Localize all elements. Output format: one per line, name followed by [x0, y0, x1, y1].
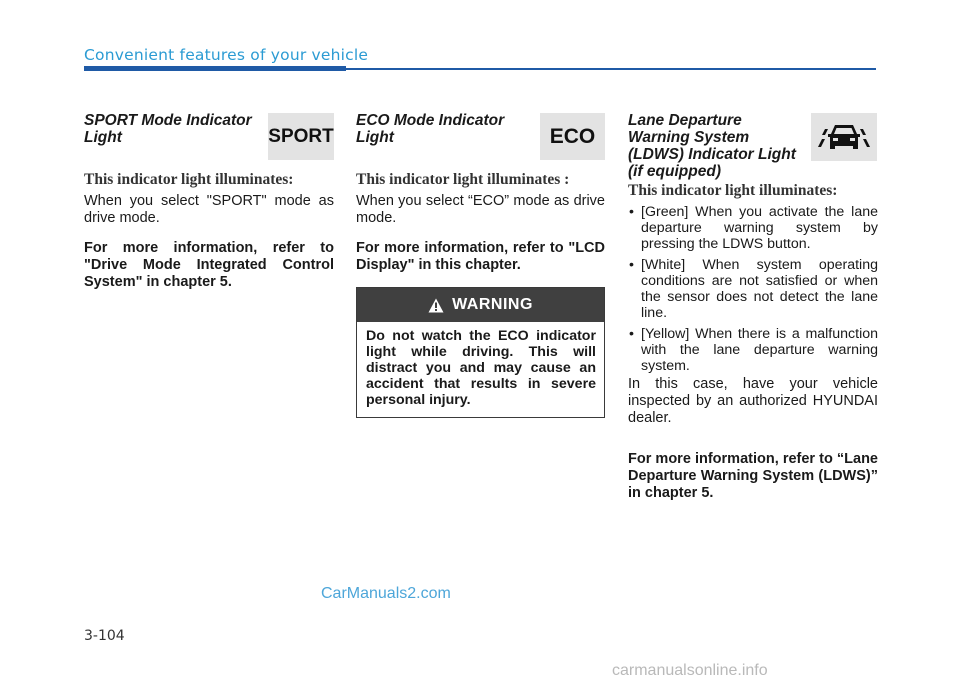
eco-illuminates: This indicator light illuminates : — [356, 171, 570, 188]
sport-heading-line2: Light — [84, 129, 122, 146]
section-title: Convenient features of your vehicle — [84, 46, 369, 64]
warning-box — [356, 287, 605, 418]
ldws-heading-line4: (if equipped) — [628, 163, 721, 180]
sport-indicator-label: SPORT — [268, 125, 334, 147]
page-number: 3-104 — [84, 628, 125, 644]
ldws-body: In this case, have your vehicle inspected by an authorized HYUNDAI dealer. — [628, 376, 878, 426]
warning-text: Do not watch the ECO indicator light while driving. This will distract you and may cause an accident that results in severe personal injury. — [366, 328, 596, 408]
eco-heading — [356, 112, 536, 146]
eco-indicator-icon — [540, 113, 605, 160]
header-rule-thick — [84, 66, 346, 71]
eco-heading-line1: ECO Mode Indicator — [356, 112, 505, 129]
sport-more-info: For more information, refer to "Drive Mode Integrated Control System" in chapter 5. — [84, 240, 334, 290]
sport-illuminates: This indicator light illuminates: — [84, 171, 294, 188]
header-rule-thin — [346, 68, 876, 70]
sport-body: When you select "SPORT" mode as drive mode. — [84, 193, 334, 226]
sport-heading-line1: SPORT Mode Indicator — [84, 112, 252, 129]
ldws-illuminates: This indicator light illuminates: — [628, 182, 838, 199]
ldws-heading — [628, 112, 808, 180]
ldws-bullet-white: • [White] When system operating conditions are not satisfied or when the sensor does not detect the lane line. — [628, 257, 878, 321]
watermark-carmanualsonline: carmanualsonline.info — [612, 662, 768, 679]
ldws-heading-line2: Warning System — [628, 129, 750, 146]
ldws-bullet-green: • [Green] When you activate the lane departure warning system by pressing the LDWS button. — [628, 204, 878, 252]
eco-body: When you select “ECO” mode as drive mode. — [356, 193, 605, 226]
sport-indicator-icon — [268, 113, 334, 160]
eco-more-info: For more information, refer to "LCD Display" in this chapter. — [356, 240, 605, 273]
lane-departure-car-icon — [811, 113, 877, 161]
watermark-carmanuals2: CarManuals2.com — [321, 585, 451, 602]
eco-indicator-label: ECO — [549, 124, 596, 148]
ldws-heading-line3: (LDWS) Indicator Light — [628, 146, 796, 163]
eco-heading-line2: Light — [356, 129, 394, 146]
lane-departure-car-graphic — [816, 119, 872, 155]
ldws-bullet-yellow: • [Yellow] When there is a malfunction with the lane departure warning system. — [628, 326, 878, 374]
ldws-heading-line1: Lane Departure — [628, 112, 742, 129]
sport-heading — [84, 112, 264, 146]
warning-title: WARNING — [452, 296, 533, 313]
ldws-more-info: For more information, refer to “Lane Departure Warning System (LDWS)” in chapter 5. — [628, 451, 878, 501]
warning-header — [357, 288, 604, 322]
warning-triangle-icon — [428, 298, 444, 313]
ldws-bullet-list — [628, 204, 878, 379]
